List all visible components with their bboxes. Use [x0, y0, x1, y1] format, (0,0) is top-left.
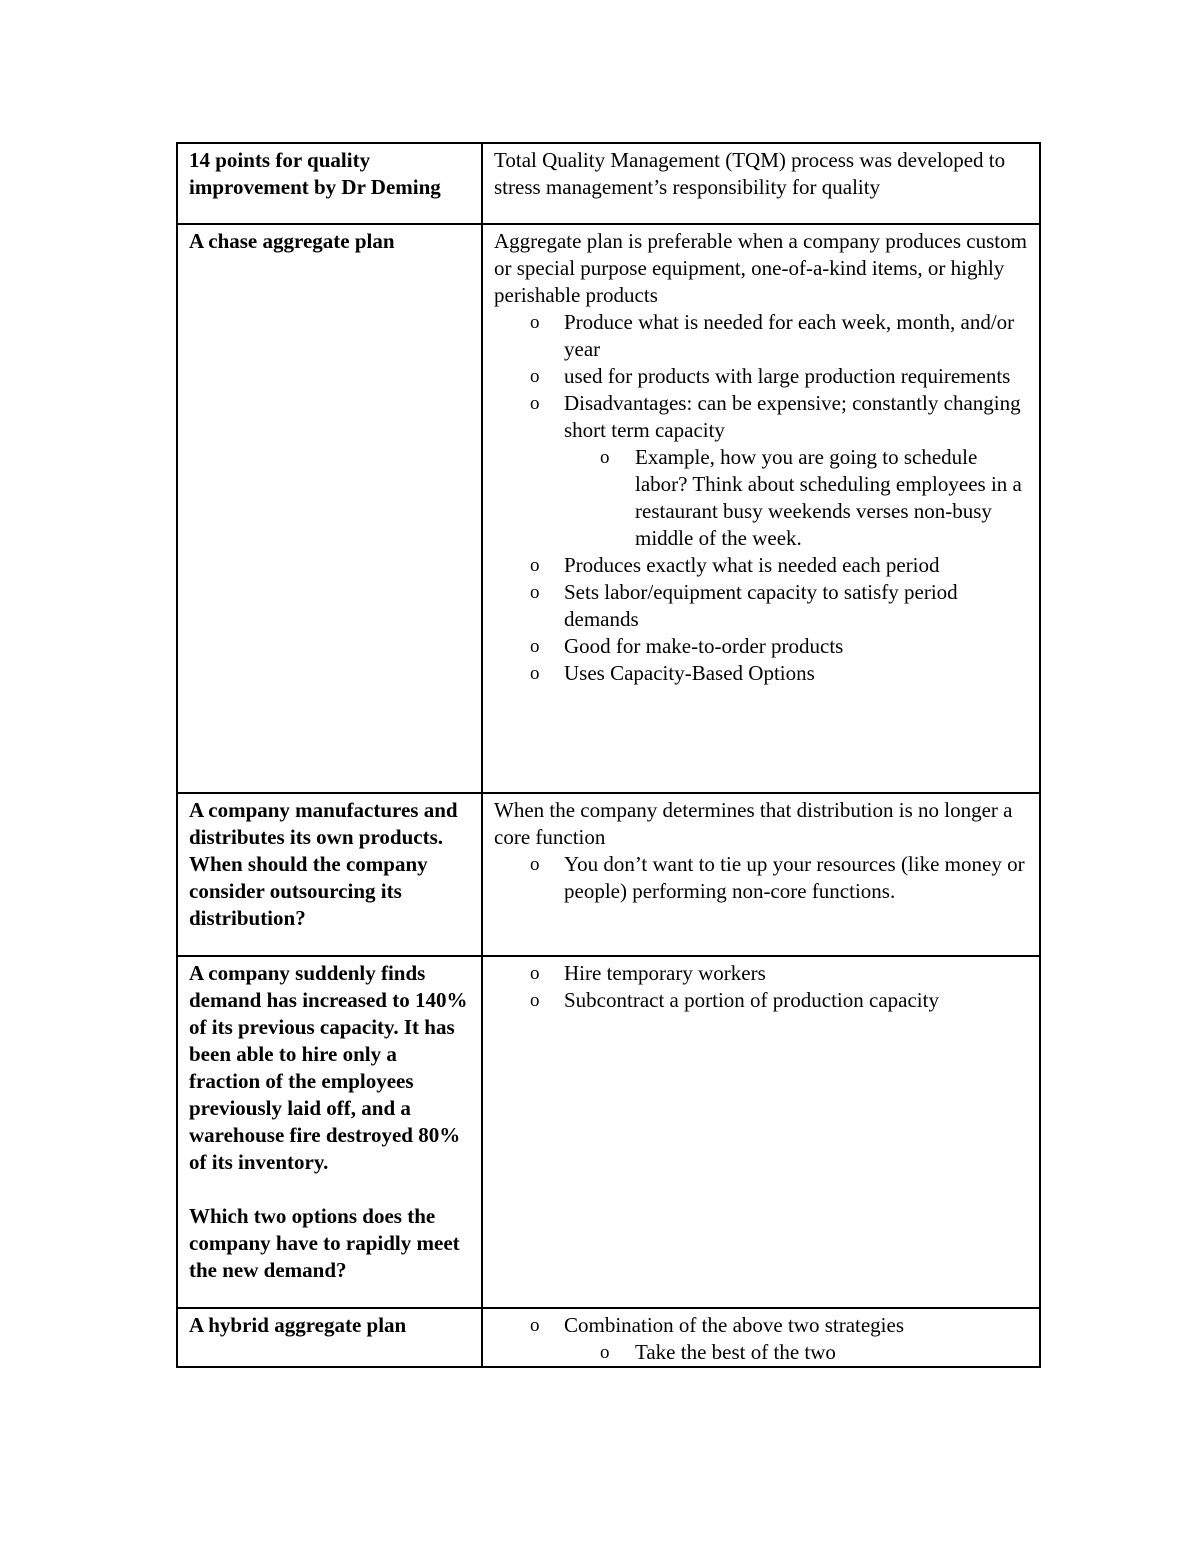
list-item-text: Disadvantages: can be expensive; constantly changing short term capacity: [564, 391, 1021, 442]
bullet-marker: o: [530, 555, 540, 576]
table-row: [177, 143, 1040, 224]
term-cell: [177, 793, 482, 956]
definition-text: Total Quality Management (TQM) process was developed to stress management’s responsibility for quality: [494, 148, 1006, 199]
definition-text: When the company determines that distribution is no longer a core function: [494, 798, 1013, 849]
bullet-list: [494, 851, 1029, 905]
sub-list-item-text: Example, how you are going to schedule labor? Think about scheduling employees in a restaurant busy weekends verses non-busy middle of the week.: [635, 445, 1022, 550]
list-item-text: Combination of the above two strategies: [564, 1313, 905, 1337]
list-item: [494, 1312, 1029, 1366]
bullet-marker: o: [530, 1315, 540, 1336]
sub-list-item: [564, 444, 1029, 552]
definition-cell: [482, 793, 1040, 956]
list-item: [494, 363, 1029, 390]
list-item-text: Uses Capacity-Based Options: [564, 661, 815, 685]
bullet-marker: o: [600, 1342, 610, 1363]
list-item: [494, 851, 1029, 905]
sub-list-item: [564, 1339, 1029, 1366]
list-item-text: used for products with large production requirements: [564, 364, 1011, 388]
list-item-text: Produces exactly what is needed each period: [564, 553, 940, 577]
term-cell: [177, 956, 482, 1308]
definition-text: Aggregate plan is preferable when a company produces custom or special purpose equipment, one-of-a-kind items, or highly perishable products: [494, 229, 1027, 307]
bullet-marker: o: [530, 663, 540, 684]
bullet-marker: o: [530, 963, 540, 984]
bullet-list: [494, 1312, 1029, 1366]
bullet-marker: o: [530, 366, 540, 387]
list-item: [494, 987, 1029, 1014]
bullet-marker: o: [530, 854, 540, 875]
term-text: A chase aggregate plan: [189, 229, 395, 253]
study-table: [176, 142, 1041, 1368]
list-item-text: Good for make-to-order products: [564, 634, 844, 658]
list-item: [494, 579, 1029, 633]
term-cell: [177, 143, 482, 224]
bullet-marker: o: [530, 990, 540, 1011]
bullet-marker: o: [530, 582, 540, 603]
list-item: [494, 309, 1029, 363]
list-item: [494, 633, 1029, 660]
sub-bullet-list: [564, 1339, 1029, 1366]
term-text: A company suddenly finds demand has increased to 140% of its previous capacity. It has been able to hire only a fraction of the employees previously laid off, and a warehouse fire destroyed 80% of its inventory.: [189, 961, 468, 1174]
bullet-marker: o: [530, 312, 540, 333]
sub-bullet-list: [564, 444, 1029, 552]
bullet-list: [494, 960, 1029, 1014]
table-row: [177, 793, 1040, 956]
term-text: 14 points for quality improvement by Dr Deming: [189, 148, 441, 199]
table-row: [177, 224, 1040, 793]
list-item-text: Sets labor/equipment capacity to satisfy period demands: [564, 580, 958, 631]
term-text: A company manufactures and distributes its own products. When should the company consider outsourcing its distribution?: [189, 798, 458, 930]
table-row: [177, 956, 1040, 1308]
table-row: [177, 1308, 1040, 1367]
definition-cell: [482, 224, 1040, 793]
definition-cell: [482, 1308, 1040, 1367]
definition-cell: [482, 956, 1040, 1308]
bullet-marker: o: [530, 636, 540, 657]
list-item-text: Hire temporary workers: [564, 961, 766, 985]
list-item-text: You don’t want to tie up your resources (like money or people) performing non-core functions.: [564, 852, 1025, 903]
definition-cell: [482, 143, 1040, 224]
list-item-text: Produce what is needed for each week, month, and/or year: [564, 310, 1015, 361]
bullet-marker: o: [600, 447, 610, 468]
term-cell: [177, 1308, 482, 1367]
bullet-marker: o: [530, 393, 540, 414]
term-question: Which two options does the company have to rapidly meet the new demand?: [189, 1204, 460, 1282]
list-item: [494, 552, 1029, 579]
list-item: [494, 960, 1029, 987]
term-cell: [177, 224, 482, 793]
sub-list-item-text: Take the best of the two: [635, 1340, 836, 1364]
list-item: [494, 390, 1029, 552]
list-item-text: Subcontract a portion of production capacity: [564, 988, 939, 1012]
bullet-list: [494, 309, 1029, 687]
list-item: [494, 660, 1029, 687]
term-text: A hybrid aggregate plan: [189, 1313, 407, 1337]
